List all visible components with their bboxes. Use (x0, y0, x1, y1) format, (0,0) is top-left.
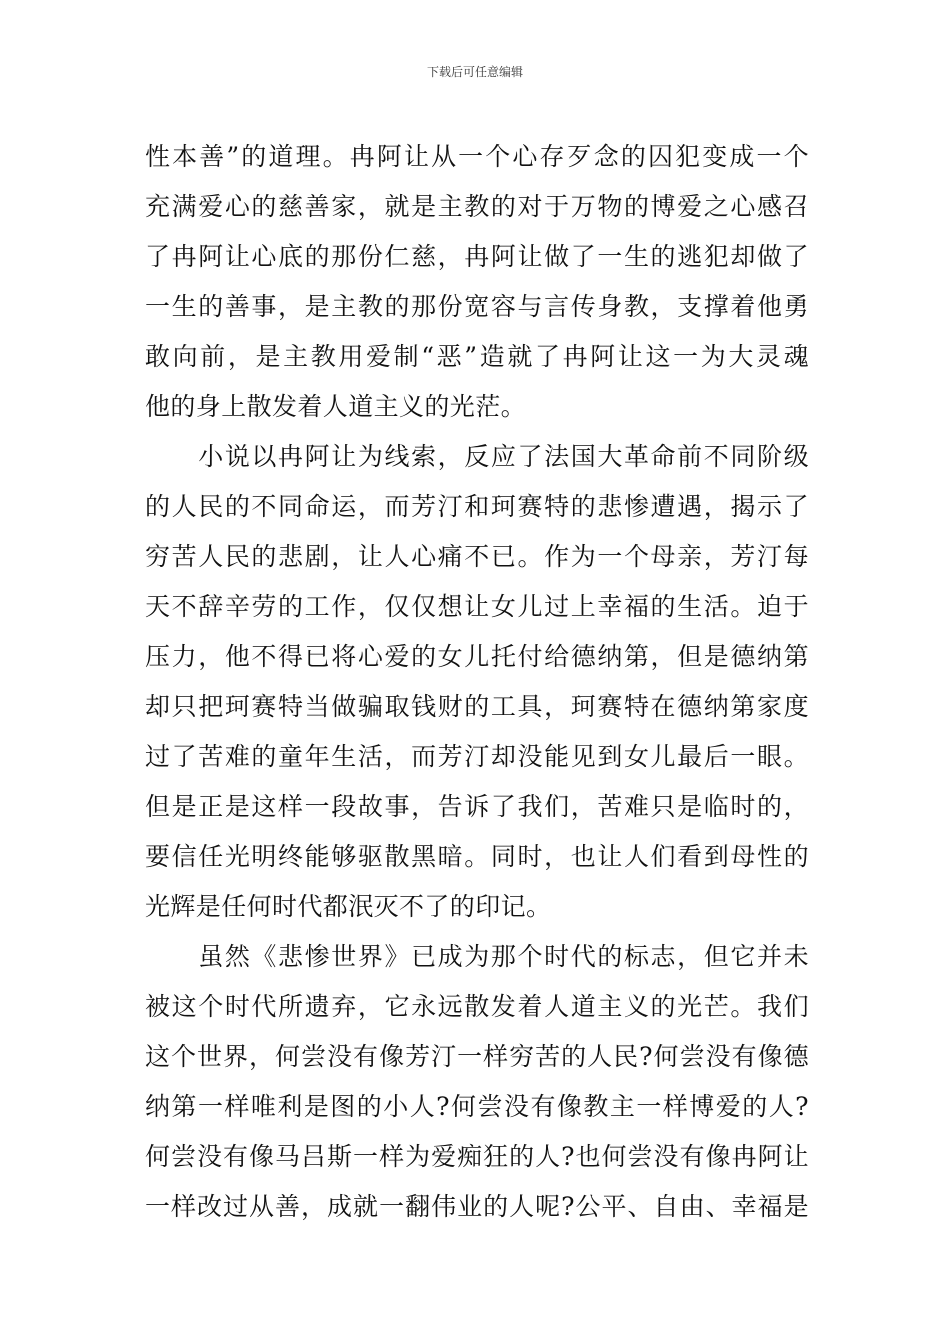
text-line: 却只把珂赛特当做骗取钱财的工具，珂赛特在德纳第家度 (145, 692, 809, 721)
paragraph-1 (145, 132, 809, 432)
text-line: 一生的善事，是主教的那份宽容与言传身教，支撑着他勇 (145, 292, 809, 321)
paragraph-3 (145, 932, 809, 1232)
text-line: 被这个时代所遗弃，它永远散发着人道主义的光芒。我们 (145, 992, 809, 1021)
text-line: 的人民的不同命运，而芳汀和珂赛特的悲惨遭遇，揭示了 (145, 492, 809, 521)
text-line: 性本善”的道理。冉阿让从一个心存歹念的囚犯变成一个 (145, 142, 809, 171)
document-body (145, 132, 809, 1232)
text-line: 纳第一样唯利是图的小人?何尝没有像教主一样博爱的人? (145, 1092, 809, 1121)
text-line: 穷苦人民的悲剧，让人心痛不已。作为一个母亲，芳汀每 (145, 542, 809, 571)
page-header: 下载后可任意编辑 (426, 65, 523, 79)
paragraph-2 (145, 432, 809, 932)
text-line: 过了苦难的童年生活，而芳汀却没能见到女儿最后一眼。 (145, 742, 809, 771)
text-line: 一样改过从善，成就一翻伟业的人呢?公平、自由、幸福是 (145, 1192, 809, 1221)
text-line: 他的身上散发着人道主义的光茫。 (145, 392, 527, 421)
text-line: 虽然《悲惨世界》已成为那个时代的标志，但它并未 (145, 942, 809, 971)
text-line: 了冉阿让心底的那份仁慈，冉阿让做了一生的逃犯却做了 (145, 242, 809, 271)
text-line: 压力，他不得已将心爱的女儿托付给德纳第，但是德纳第 (145, 642, 809, 671)
text-line: 何尝没有像马吕斯一样为爱痴狂的人?也何尝没有像冉阿让 (145, 1142, 809, 1171)
text-line: 但是正是这样一段故事，告诉了我们，苦难只是临时的， (145, 792, 809, 821)
text-line: 充满爱心的慈善家，就是主教的对于万物的博爱之心感召 (145, 192, 809, 221)
text-line: 光辉是任何时代都泯灭不了的印记。 (145, 892, 552, 921)
text-line: 要信任光明终能够驱散黑暗。同时，也让人们看到母性的 (145, 842, 809, 871)
text-line: 这个世界，何尝没有像芳汀一样穷苦的人民?何尝没有像德 (145, 1042, 809, 1071)
text-line: 敢向前，是主教用爱制“恶”造就了冉阿让这一为大灵魂 (145, 342, 809, 371)
text-line: 小说以冉阿让为线索，反应了法国大革命前不同阶级 (145, 442, 809, 471)
text-line: 天不辞辛劳的工作，仅仅想让女儿过上幸福的生活。迫于 (145, 592, 809, 621)
